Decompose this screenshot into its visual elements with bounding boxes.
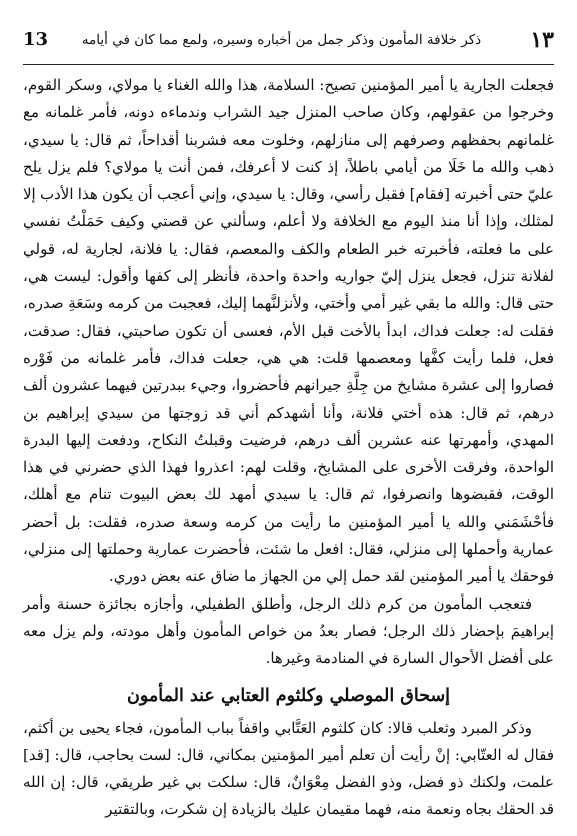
section-heading: إسحاق الموصلي وكلثوم العتابي عند المأمون (126, 685, 451, 706)
page-number-latin: 13 (23, 29, 49, 50)
paragraph-conclusion: فتعجب المأمون من كرم ذلك الرجل، وأطلق الطفيلي، وأجازه بجائزة حسنة وأمر إبراهيمَ بإحضار ذلك الرجل؛ فصار بعدُ من خواص المأمون وأهل مودته، ولم يزل معه على أفضل الأحوال السارة في المنادمة وغيرها. (23, 594, 554, 668)
page-body (23, 72, 554, 824)
paragraph-section: وذكر المبرد وثعلب قالا: كان كلثوم العَتَّابي واقفاً بباب المأمون، فجاء يحيى بن أكثم، فقال له العتّابي: إنْ رأيت أن تعلم أمير المؤمنين بمكاني، قال: لست بحاجب، قال: [قد] علمت، ولكنك ذو فضل، وذو الفضل مِعْوَانٌ، قال: سلكت بي غير طريقي، قال: إن الله قد الحقك بجاه ونعمة منه، فهما مقيمان عليك بالزيادة إن شكرت، وبالتقتير (23, 718, 554, 819)
running-title: ذكر خلافة المأمون وذكر جمل من أخباره وسيره، ولمع مما كان في أيامه (81, 32, 482, 48)
page-header (23, 20, 554, 65)
page-number-arabic: ١٣ (530, 27, 554, 53)
paragraph-story: فجعلت الجارية يا أمير المؤمنين تصيح: السلامة، هذا والله الغناء يا مولاي، وسكر القوم، وخرجوا من عقولهم، وكان صاحب المنزل جيد الشراب وندماءه دونه، فأمر غلمانه مع غلمانهم بحفظهم وصرفهم إلى منازلهم، وخلوت معه فشربنا أقداحاً، ثم قال: يا سيدي، ذهب والله ما خَلَا من أيامي باطلاً، إذ كنت لا أعرفك، فمن أنت يا مولاي؟ فلم يزل يلح عليّ حتى أخبرته [فقام] فقبل رأسي، وقال: يا سيدي، وإني أعجب أن يكون هذا الأدب إلا لمثلك، وإذا أنا منذ اليوم مع الخلافة ولا أعلم، وسألني عن قصتي وكيف حَمَلْتُ نفسي على ما فعلته، فأخبرته خبر الطعام والكف والمعصم، فقال: يا فلانة، لجارية له، قولي لفلانة تنزل، فجعل ينزل إليّ جواريه واحدة واحدة، فأنظر إلى كفها وأقول: ليست هي، حتى قال: والله ما بقي غير أمي وأختي، ولأنزلنَّهما إليك، فعجبت من كرمه وسَعَةِ صدره، فقلت له: جعلت فداك، ابدأ بالأخت قبل الأم، فعسى أن تكون صاحبتي، فقال: صدقت، فعل، فلما رأيت كفَّها ومعصمها قلت: هي هي، جعلت فداك، فأمر غلمانه من فَوْره فصاروا إلى عشرة مشايخ من جِلَّةِ جيرانهم فأحضروا، وجيء ببدرتين فيهما عشرون ألف درهم، ثم قال: هذه أختي فلانة، وأنا أشهدكم أني قد زوجتها من سيدي إبراهيم بن المهدي، وأمهرتها عنه عشرين ألف درهم، فرضيت وقبلتُ النكاح، ودفعت إليها البدرة الواحدة، وفرقت الأخرى على المشايخ، وقلت لهم: اعذروا فهذا الذي حضرني في هذا الوقت، فقبضوها وانصرفوا، ثم قال: يا سيدي أمهد لك بعض البيوت تنام مع أهلك، فأحْشَمَني والله يا أمير المؤمنين ما رأيت من كرمه وسعة صدره، فقلت: بل أحضر عمارية وأحملها إلى منزلي، فقال: افعل ما شئت، فأحضرت عمارية وحملتها إلى منزلي، فوحقك يا أمير المؤمنين لقد حمل إلي من الجهاز ما ضاق عنه بعض دوري. (23, 76, 554, 586)
